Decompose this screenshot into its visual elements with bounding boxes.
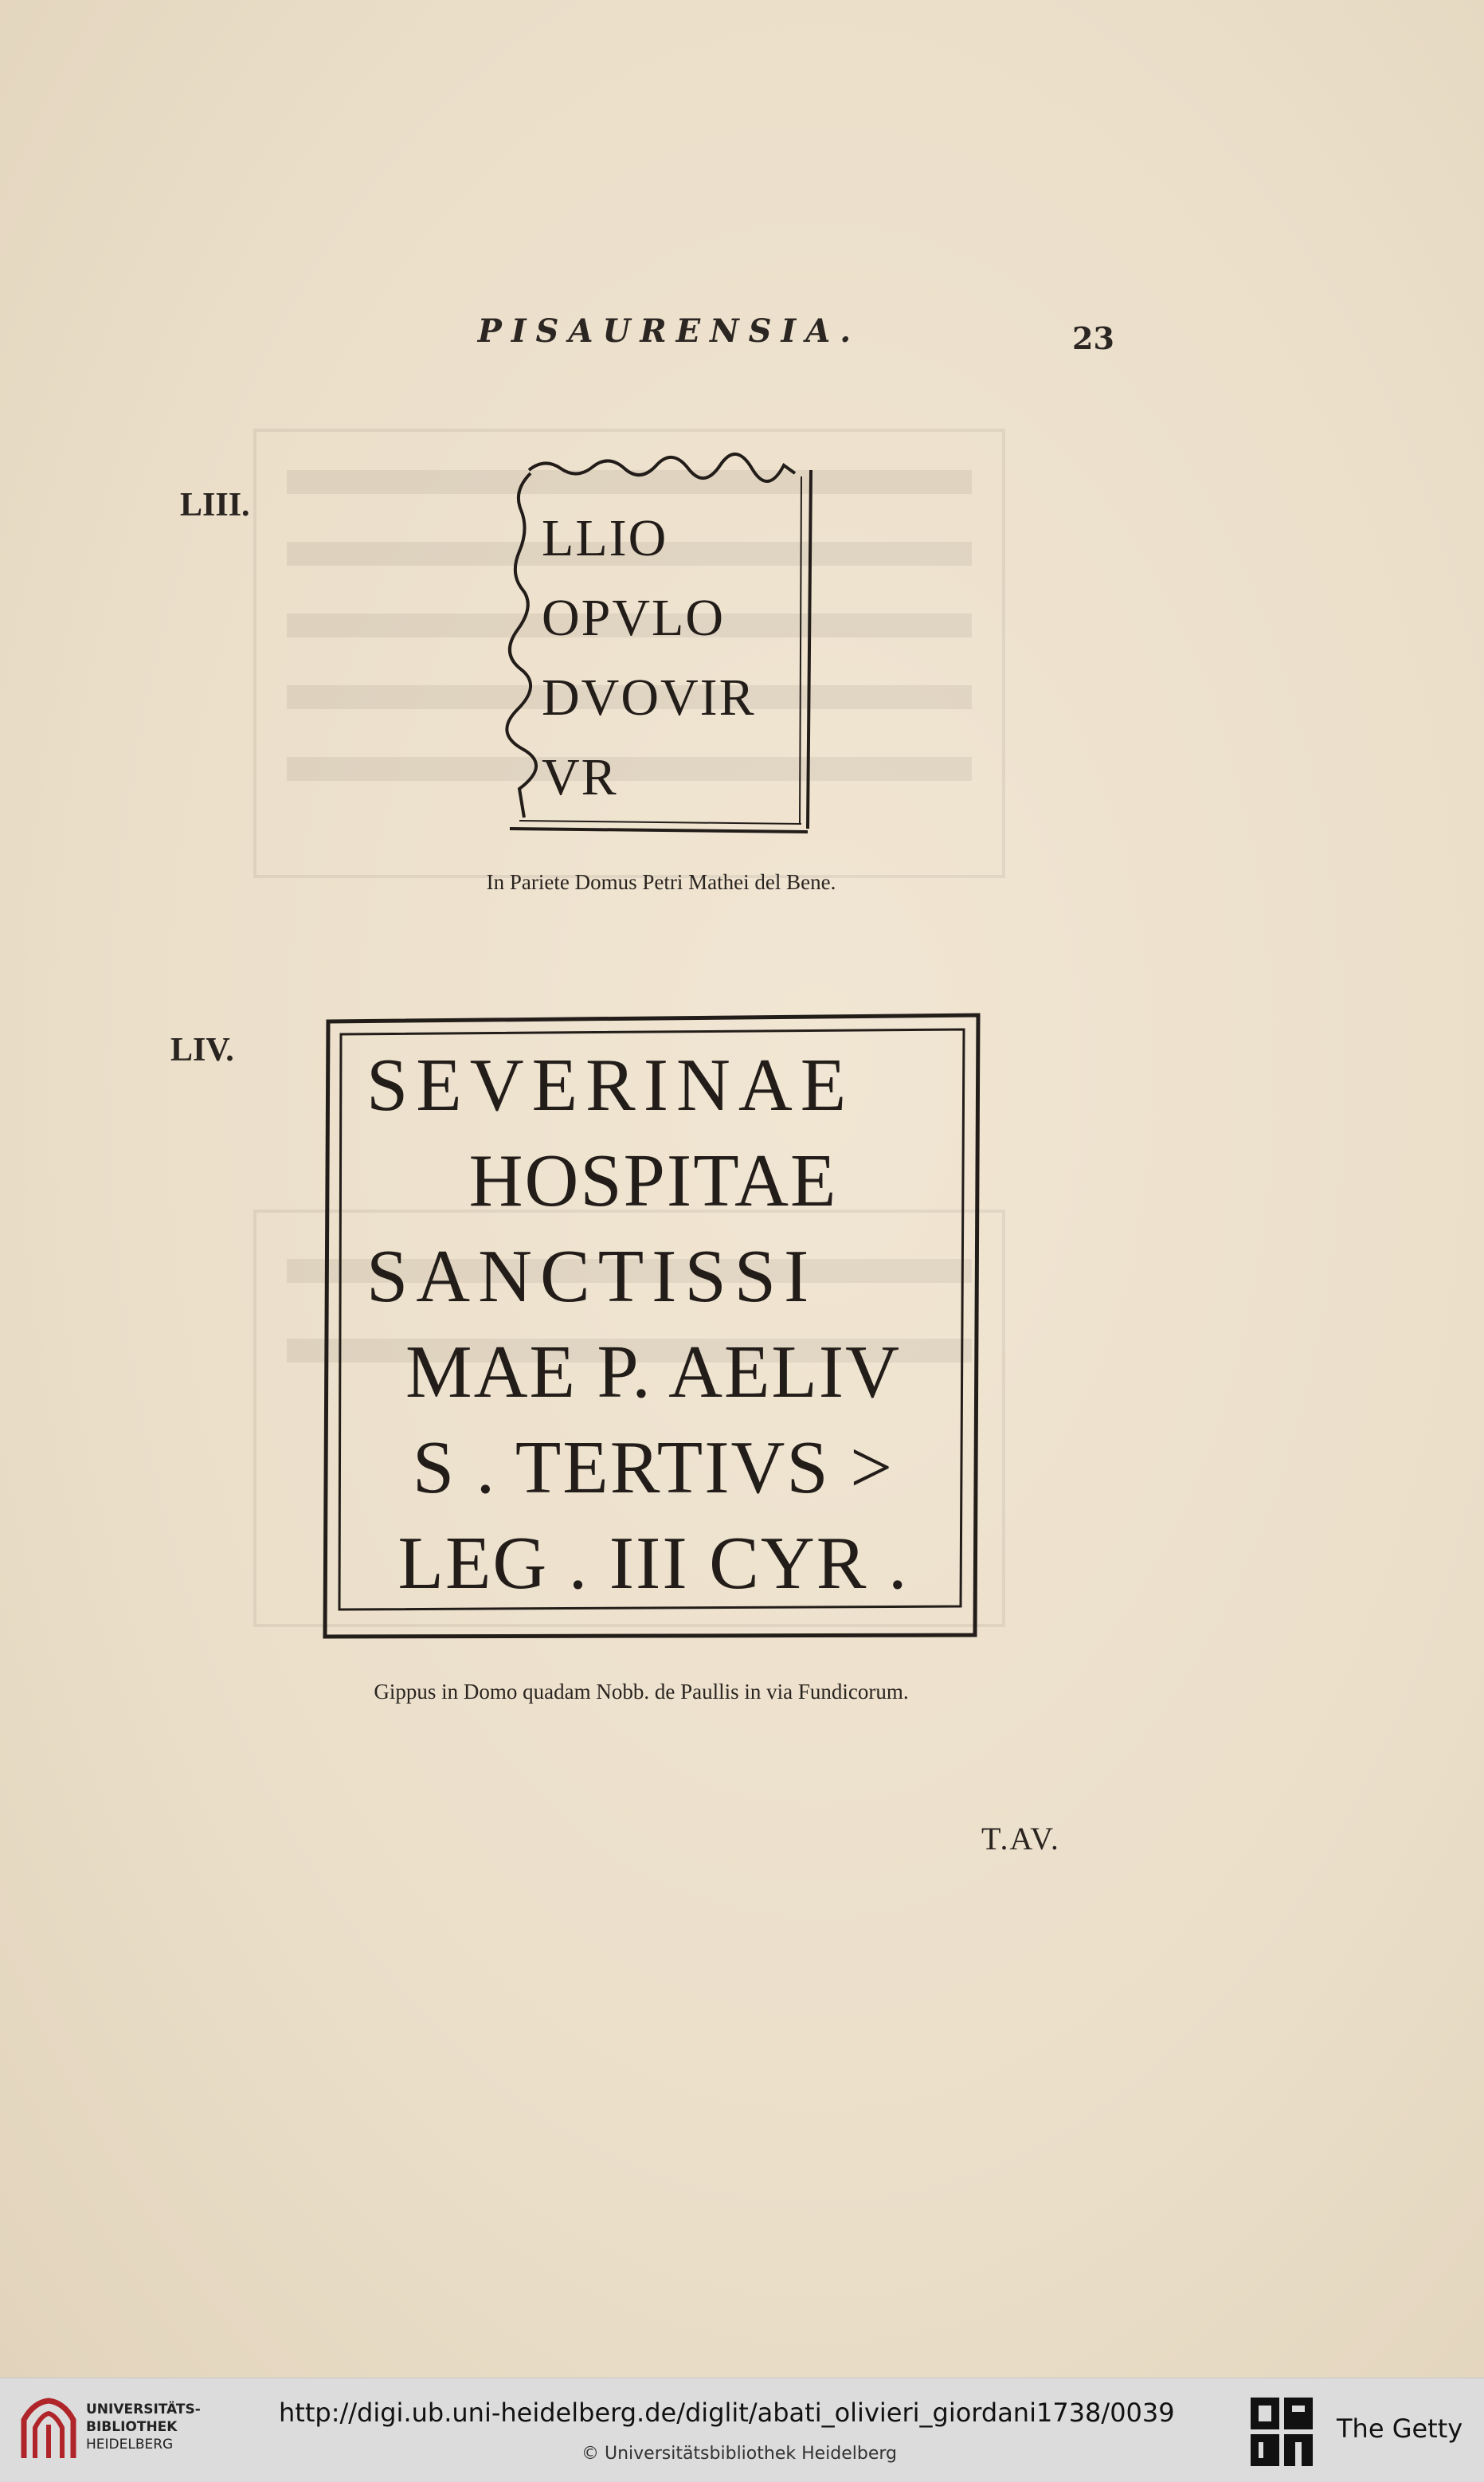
permalink-url[interactable]: http://digi.ub.uni-heidelberg.de/diglit/abati_olivieri_giordani1738/0039 [279,2398,1175,2428]
inscription-line: SEVERINAE [366,1044,855,1127]
inscription-line: LLIO [542,509,668,567]
inscription-line: OPVLO [542,589,726,647]
inscription-liv-cippus [317,1002,983,1640]
institution-name [86,2401,201,2453]
inscription-line: SANCTISSI [366,1235,817,1318]
inscription-liv-text [366,1037,940,1611]
inscription-liii-caption: In Pariete Domus Petri Mathei del Bene. [486,870,836,894]
inscription-liii-text [542,499,756,818]
inscription-liii-fragment [487,449,820,838]
institution-line: HEIDELBERG [86,2437,174,2453]
page-number: 23 [1072,320,1114,356]
copyright-notice: © Universitätsbibliothek Heidelberg [581,2444,898,2464]
inscription-number-liii: LIII. [180,487,250,523]
catchword: T.AV. [981,1821,1060,1857]
inscription-line: S . TERTIVS > [412,1426,895,1509]
inscription-line: HOSPITAE [468,1139,838,1222]
inscription-line: VR [542,748,618,806]
inscription-number-liv: LIV. [170,1032,234,1068]
inscription-line: LEG . III CYR . [397,1522,909,1605]
footer-bar [0,2378,1484,2482]
institution-line: BIBLIOTHEK [86,2419,178,2435]
inscription-line: DVOVIR [542,669,756,727]
partner-name: The Getty [1337,2413,1463,2444]
inscription-line: MAE P. AELIV [405,1331,901,1414]
getty-logo-icon [1249,2394,1316,2468]
running-head: PISAURENSIA. [477,312,861,350]
inscription-liv-caption: Gippus in Domo quadam Nobb. de Paullis in via Fundicorum. [374,1680,909,1704]
institution-line: UNIVERSITÄTS- [86,2402,201,2417]
heidelberg-library-logo-icon [18,2396,80,2464]
